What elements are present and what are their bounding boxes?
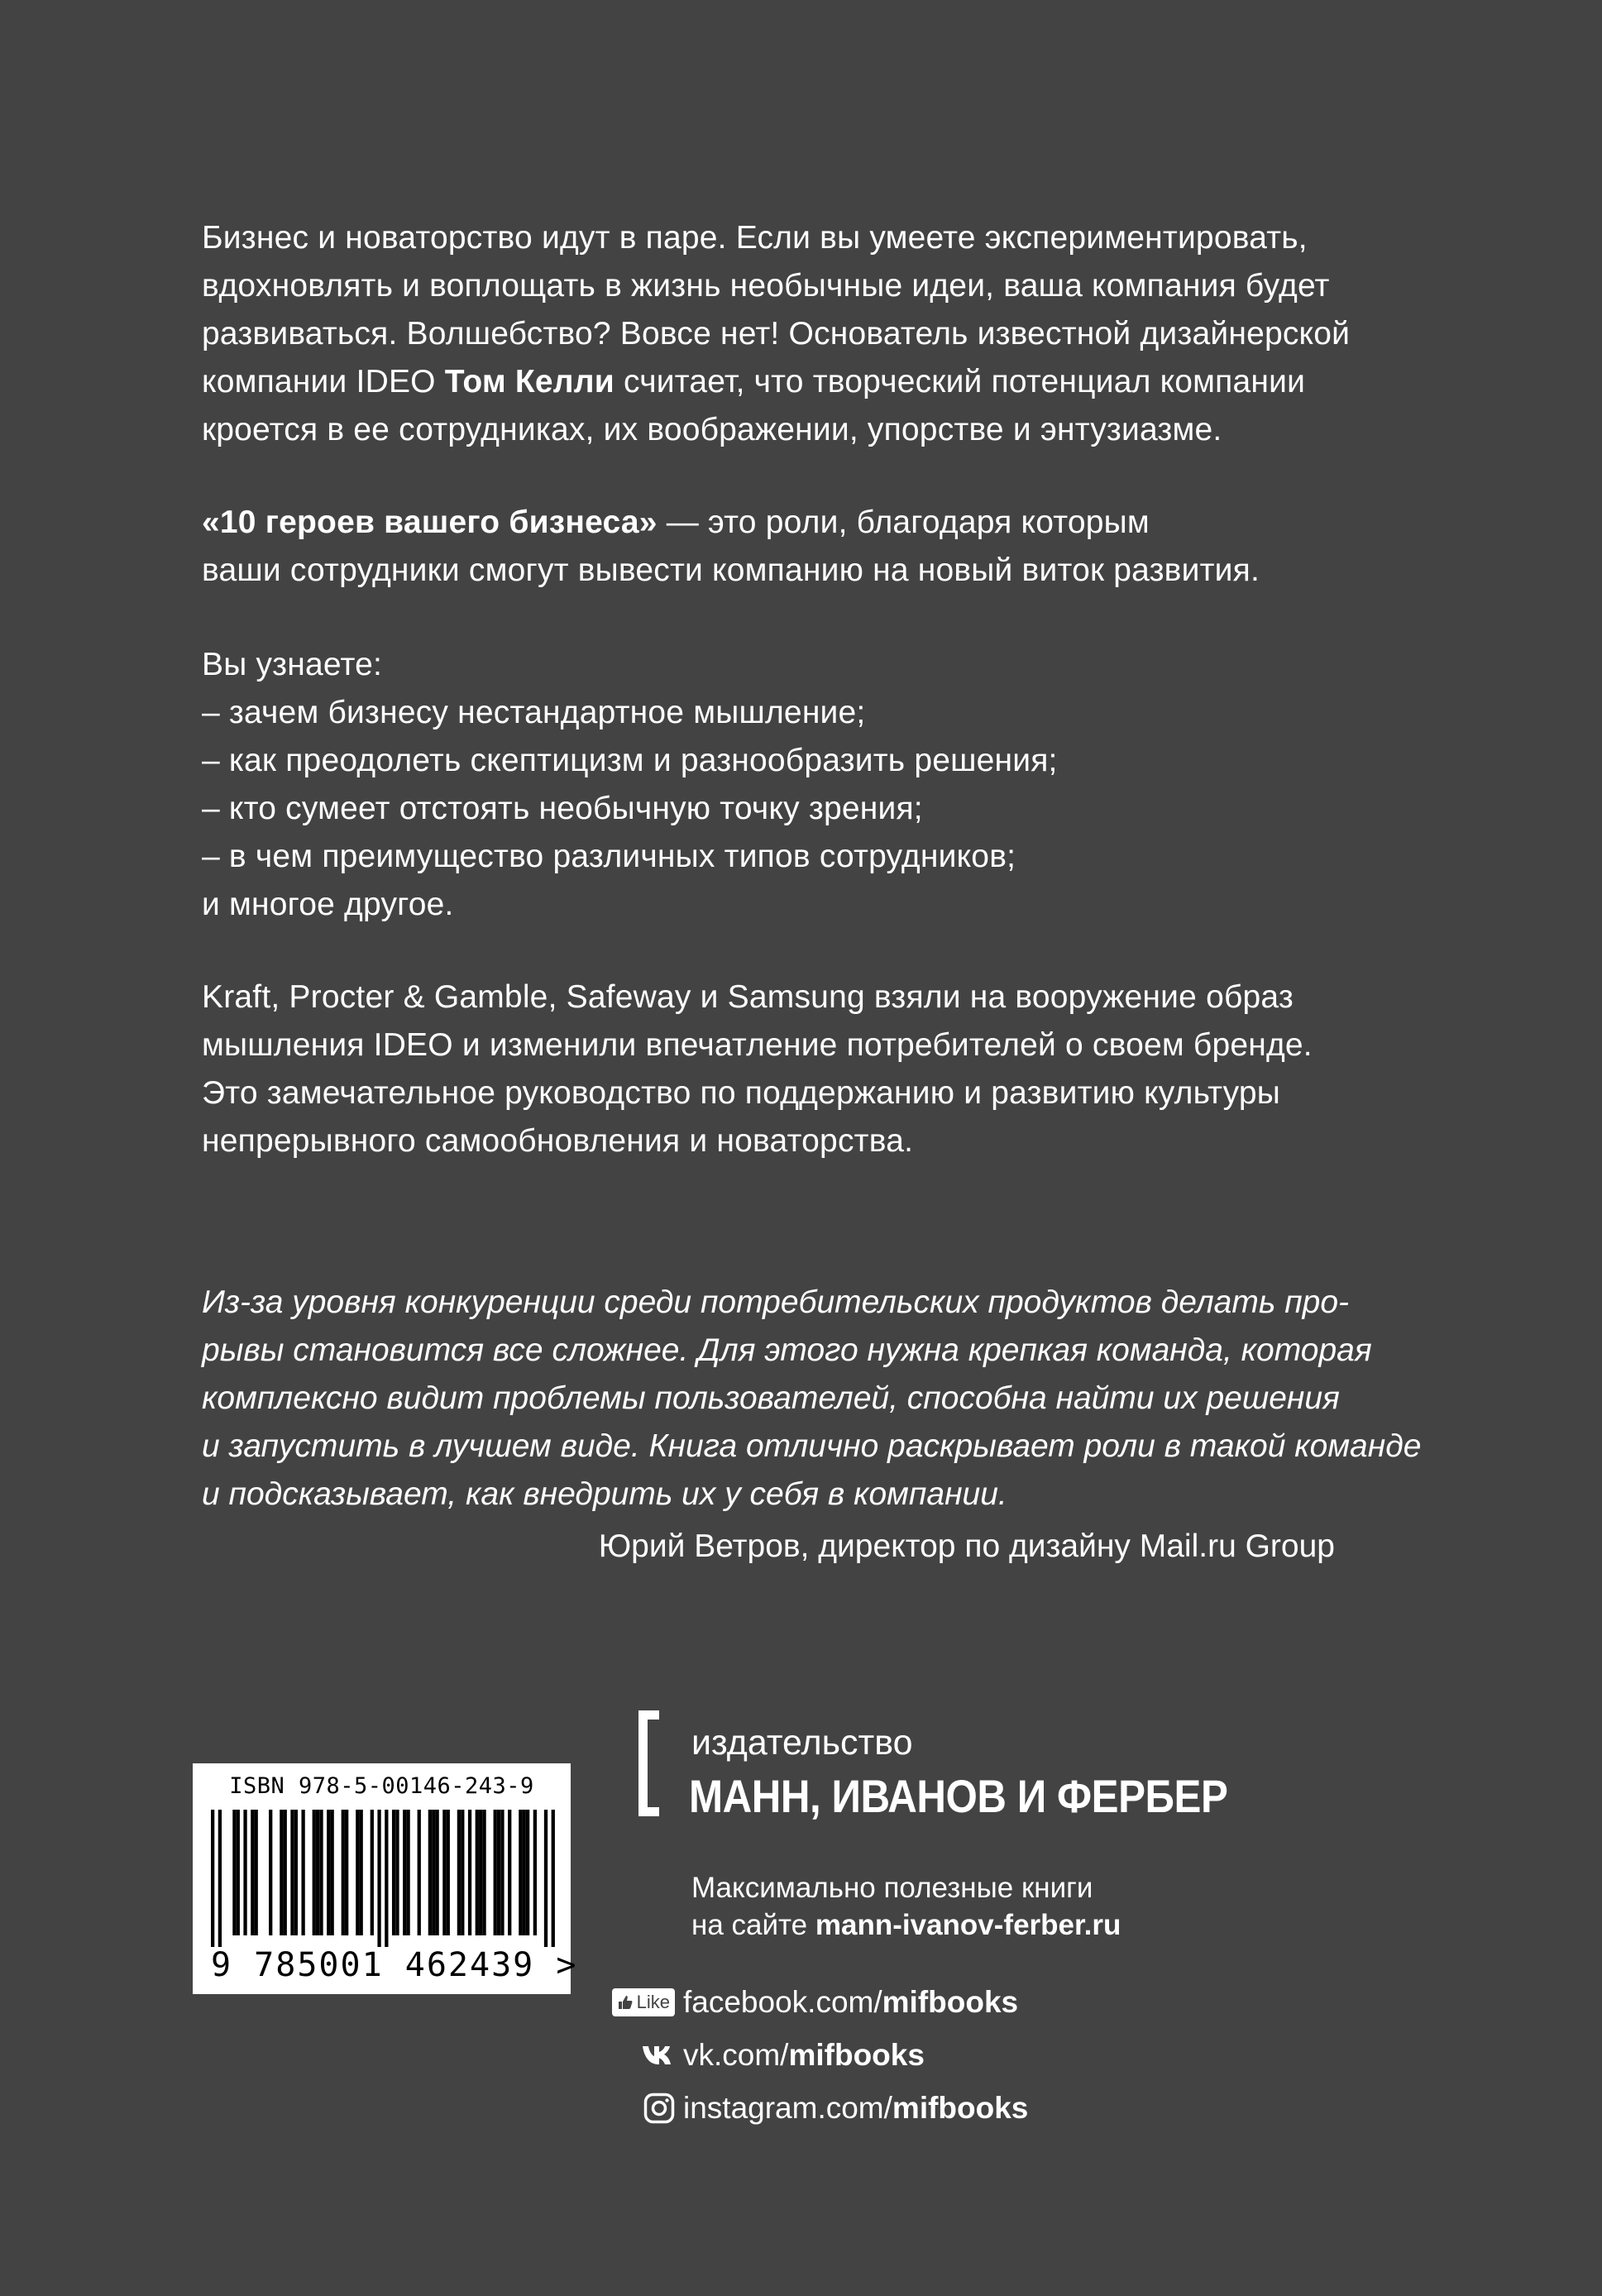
intro-line bbox=[202, 358, 1442, 406]
barcode-bar bbox=[442, 1810, 446, 1935]
barcode-bar bbox=[243, 1810, 246, 1935]
heroes-paragraph bbox=[202, 499, 1442, 595]
barcode-bar bbox=[316, 1810, 319, 1935]
quote-line: рывы становится все сложнее. Для этого нужна крепкая команда, которая bbox=[202, 1332, 1372, 1368]
barcode-bar bbox=[482, 1810, 485, 1935]
quote-line: и подсказывает, как внедрить их у себя в компании. bbox=[202, 1476, 1007, 1512]
barcode-bar bbox=[301, 1810, 304, 1935]
intro-line: развиваться. Волшебство? Вовсе нет! Основатель известной дизайнерской bbox=[202, 316, 1351, 352]
barcode-bar bbox=[237, 1810, 240, 1935]
barcode-bar bbox=[552, 1810, 555, 1947]
publisher-prefix: издательство bbox=[691, 1723, 913, 1763]
companies-line: непрерывного самообновления и новаторства. bbox=[202, 1123, 914, 1159]
tagline-line bbox=[691, 1906, 1121, 1944]
intro-paragraph bbox=[202, 214, 1442, 454]
barcode-bar bbox=[544, 1810, 548, 1947]
barcode-bar bbox=[342, 1810, 345, 1935]
learn-heading: Вы узнаете: bbox=[202, 647, 383, 682]
tagline-line: Максимально полезные книги bbox=[691, 1872, 1093, 1904]
website-link[interactable]: mann-ivanov-ferber.ru bbox=[815, 1909, 1121, 1941]
intro-line-text: компании IDEO bbox=[202, 364, 445, 399]
barcode-bar bbox=[395, 1810, 399, 1935]
barcode-bar bbox=[385, 1810, 388, 1947]
social-facebook[interactable] bbox=[592, 1982, 1018, 2023]
barcode-bar bbox=[403, 1810, 406, 1935]
barcode-bar bbox=[468, 1810, 471, 1935]
barcode-bar bbox=[280, 1810, 283, 1935]
quote-author: Юрий Ветров, директор по дизайну Mail.ru Group bbox=[598, 1528, 1335, 1564]
barcode-bar bbox=[497, 1810, 500, 1935]
vk-link[interactable] bbox=[683, 2038, 925, 2073]
barcode-bar bbox=[255, 1810, 258, 1935]
intro-line: Бизнес и новаторство идут в паре. Если вы умеете экспериментировать, bbox=[202, 220, 1308, 256]
barcode-bar bbox=[428, 1810, 432, 1935]
instagram-icon bbox=[643, 2093, 675, 2124]
instagram-prefix: instagram.com/ bbox=[683, 2091, 892, 2125]
isbn-label: ISBN 978-5-00146-243-9 bbox=[229, 1773, 534, 1799]
list-item: – в чем преимущество различных типов сотрудников; bbox=[202, 839, 1016, 874]
barcode-icon bbox=[211, 1810, 555, 1947]
instagram-link[interactable] bbox=[683, 2091, 1028, 2126]
barcode-bar bbox=[232, 1810, 236, 1935]
bracket-icon bbox=[638, 1710, 659, 1816]
facebook-like-icon bbox=[612, 1988, 675, 2016]
book-title: «10 героев вашего бизнеса» bbox=[202, 505, 658, 540]
barcode-bar bbox=[523, 1810, 526, 1935]
publisher-tagline bbox=[691, 1869, 1121, 1944]
barcode-bar bbox=[479, 1810, 482, 1935]
barcode-bar bbox=[251, 1810, 254, 1935]
barcode-bar bbox=[211, 1810, 214, 1947]
barcode-bar bbox=[476, 1810, 479, 1935]
barcode-bar bbox=[377, 1810, 380, 1947]
quote-line: комплексно видит проблемы пользователей, способна найти их решения bbox=[202, 1380, 1340, 1416]
heroes-line bbox=[202, 499, 1442, 547]
barcode-bar bbox=[371, 1810, 374, 1935]
heroes-text: — это роли, благодаря которым bbox=[657, 505, 1150, 540]
barcode-bar bbox=[494, 1810, 497, 1935]
barcode-bar bbox=[313, 1810, 316, 1935]
barcode-bar bbox=[327, 1810, 330, 1935]
publisher-name: МАНН, ИВАНОВ И ФЕРБЕР bbox=[689, 1770, 1228, 1822]
barcode-bar bbox=[356, 1810, 359, 1935]
barcode-bar bbox=[526, 1810, 529, 1935]
barcode-bar bbox=[461, 1810, 464, 1935]
barcode-bar bbox=[392, 1810, 395, 1935]
like-label: Like bbox=[636, 1992, 670, 2012]
intro-line: вдохновлять и воплощать в жизнь необычные идеи, ваша компания будет bbox=[202, 268, 1330, 304]
vk-prefix: vk.com/ bbox=[683, 2038, 789, 2072]
barcode-panel bbox=[193, 1763, 578, 1994]
barcode-bar bbox=[294, 1810, 298, 1935]
companies-line: Kraft, Procter & Gamble, Safeway и Samsung взяли на вооружение образ bbox=[202, 979, 1294, 1015]
barcode-bar bbox=[269, 1810, 272, 1935]
barcode-bar bbox=[418, 1810, 421, 1935]
learn-footer: и многое другое. bbox=[202, 887, 454, 922]
list-item: – зачем бизнесу нестандартное мышление; bbox=[202, 695, 866, 730]
intro-line-text: считает, что творческий потенциал компании bbox=[614, 364, 1306, 399]
vk-icon bbox=[642, 2045, 675, 2066]
barcode-bar bbox=[435, 1810, 438, 1935]
barcode-bar bbox=[447, 1810, 450, 1935]
companies-line: мышления IDEO и изменили впечатление потребителей о своем бренде. bbox=[202, 1027, 1313, 1063]
vk-handle: mifbooks bbox=[788, 2038, 925, 2072]
author-name: Том Келли bbox=[444, 364, 614, 399]
thumbs-up-icon bbox=[617, 1994, 634, 2011]
social-instagram[interactable] bbox=[592, 2088, 1028, 2129]
learn-list bbox=[202, 641, 1442, 929]
quote-line: Из-за уровня конкуренции среди потребительских продуктов делать про- bbox=[202, 1284, 1350, 1320]
barcode-bar bbox=[406, 1810, 409, 1935]
instagram-handle: mifbooks bbox=[892, 2091, 1029, 2125]
barcode-bar bbox=[218, 1810, 222, 1947]
barcode-bar bbox=[284, 1810, 287, 1935]
barcode-bar bbox=[519, 1810, 522, 1935]
barcode-bar bbox=[331, 1810, 334, 1935]
quote-line: и запустить в лучшем виде. Книга отлично раскрывает роли в такой команде bbox=[202, 1428, 1422, 1464]
facebook-handle: mifbooks bbox=[882, 1985, 1019, 2019]
intro-line: кроется в ее сотрудниках, их воображении, упорстве и энтузиазме. bbox=[202, 412, 1222, 447]
review-quote bbox=[202, 1279, 1422, 1519]
list-item: – как преодолеть скептицизм и разнообразить решения; bbox=[202, 743, 1058, 778]
barcode-bar bbox=[500, 1810, 504, 1935]
facebook-prefix: facebook.com/ bbox=[683, 1985, 882, 2019]
barcode-bar bbox=[290, 1810, 294, 1935]
list-item: – кто сумеет отстоять необычную точку зрения; bbox=[202, 791, 923, 826]
companies-line: Это замечательное руководство по поддержанию и развитию культуры bbox=[202, 1075, 1280, 1111]
heroes-line: ваши сотрудники смогут вывести компанию на новый виток развития. bbox=[202, 552, 1260, 588]
barcode-bar bbox=[457, 1810, 461, 1935]
barcode-digits: 9 785001 462439 > bbox=[211, 1946, 578, 1984]
barcode-bar bbox=[432, 1810, 435, 1935]
barcode-bar bbox=[360, 1810, 363, 1935]
barcode-bar bbox=[508, 1810, 511, 1935]
barcode-bar bbox=[533, 1810, 537, 1935]
companies-paragraph bbox=[202, 973, 1442, 1165]
facebook-link[interactable] bbox=[683, 1985, 1018, 2020]
social-vk[interactable] bbox=[592, 2035, 925, 2076]
barcode-bar bbox=[345, 1810, 348, 1935]
tagline-prefix: на сайте bbox=[691, 1909, 815, 1941]
barcode-bar bbox=[319, 1810, 323, 1935]
